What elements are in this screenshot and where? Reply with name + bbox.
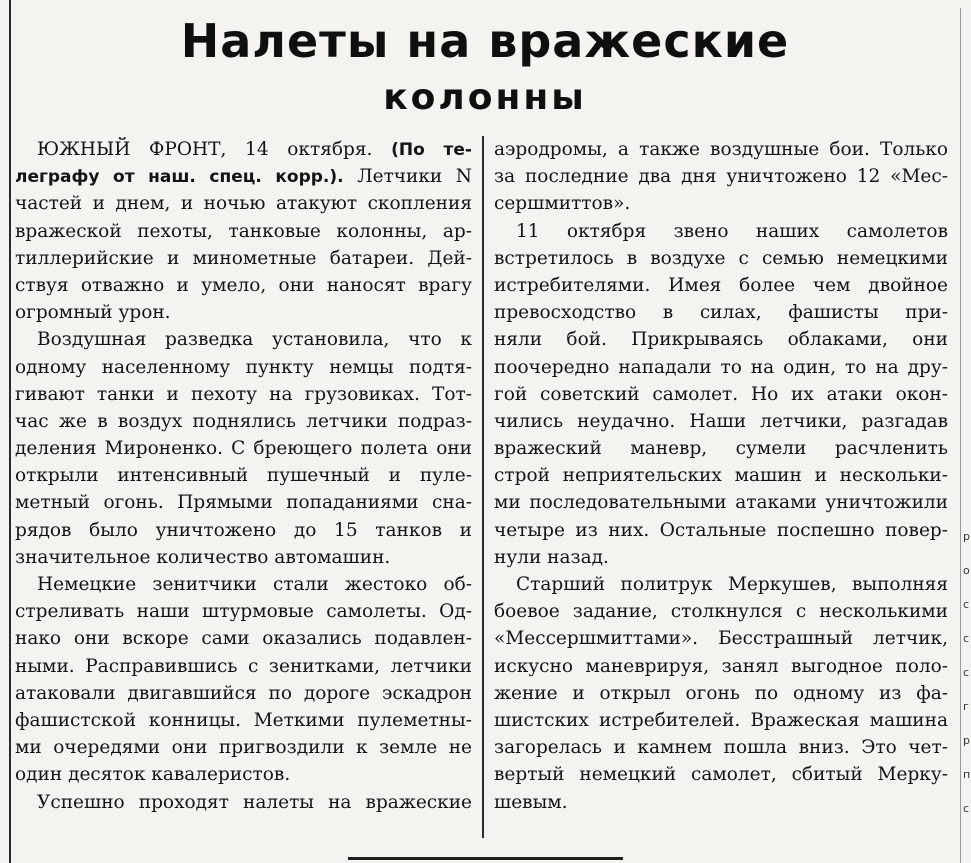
text-line: деления Мироненко. С бреющего полета они (15, 438, 472, 460)
text-line: строй неприятельских машин и нескольки- (494, 465, 948, 487)
text-line: открыли интенсивный пушечный и пуле- (15, 465, 472, 487)
text-line: нако они вскоре сами оказались подавлен- (15, 628, 472, 650)
text-line: ми очередями они пригвоздили к земле не (15, 737, 472, 759)
text-line: сершмиттов». (494, 193, 631, 215)
text-line: гивают танки и пехоту на грузовиках. Тот- (15, 383, 472, 405)
edge-glyph: с (963, 802, 970, 815)
text-line: рядов было уничтожено до 15 танков и (15, 519, 472, 541)
edge-glyph: р (963, 734, 970, 747)
text-line: ными. Расправившись с зенитками, летчики (15, 655, 472, 677)
text-run: ЮЖНЫЙ ФРОНТ, 14 октября. (37, 139, 392, 160)
headline-line-2: колонны (383, 77, 587, 118)
text-line: превосходство в силах, фашисты при- (494, 302, 948, 324)
text-line: час же в воздух поднялись летчики подраз- (15, 410, 472, 432)
text-line: за последние два дня уничтожено 12 «Мес- (494, 166, 948, 188)
text-line: боевое задание, столкнулся с несколькими (494, 601, 948, 623)
text-line: поочередно нападали то на один, то на дру- (494, 356, 948, 378)
text-line: встретилось в воздухе с семью немецкими (494, 247, 948, 269)
edge-glyph: г (963, 700, 969, 713)
text-line: одному населенному пункту немцы подтя- (15, 356, 472, 378)
edge-glyph: п (963, 768, 971, 781)
text-line: Успешно проходят налеты на вражеские (37, 791, 472, 813)
text-line (15, 136, 472, 163)
text-line: ствуя отважно и умело, они наносят врагу (15, 274, 472, 296)
text-line: вражеский маневр, сумели расчленить (494, 438, 948, 460)
text-line: жение и открыл огонь по одному из фа- (494, 682, 948, 704)
text-line: чились неудачно. Наши летчики, разгадав (494, 410, 948, 432)
edge-glyph: р (963, 530, 970, 543)
text-line: няли бой. Прикрываясь облаками, они (494, 329, 948, 351)
text-line: Старший политрук Меркушев, выполняя (516, 574, 948, 595)
text-line: ми последовательными атаками уничтожили (494, 492, 948, 514)
column-divider (482, 136, 484, 838)
text-run: Летчики N (357, 166, 472, 188)
text-line: метный огонь. Прямыми попаданиями сна- (15, 492, 472, 514)
text-line: один десяток кавалеристов. (15, 764, 291, 786)
left-margin-rule (9, 0, 11, 863)
text-line: вертый немецкий самолет, сбитый Мерку- (494, 764, 948, 786)
text-line: Воздушная разведка установила, что к (37, 329, 472, 351)
text-line: огромный урон. (15, 302, 171, 324)
article-column-right (494, 136, 948, 816)
edge-glyph: с (963, 666, 970, 679)
article-headline (12, 10, 958, 124)
text-line: истребителями. Имея более чем двойное (494, 274, 948, 296)
adjacent-column-fragment (963, 520, 971, 826)
text-line: фашистской конницы. Меткими пулеметны- (15, 709, 472, 731)
text-line: искусно маневрируя, занял выгодное поло- (494, 655, 948, 677)
edge-glyph: с (963, 632, 970, 645)
text-line: шистских истребителей. Вражеская машина (494, 709, 948, 731)
bottom-rule (348, 857, 623, 860)
headline-line-1: Налеты на вражеские (180, 14, 790, 68)
text-line: аэродромы, а также воздушные бои. Только (494, 139, 948, 160)
edge-glyph: с (963, 598, 970, 611)
text-line: четыре из них. Остальные поспешно повер- (494, 519, 948, 541)
text-line: «Мессершмиттами». Бесстрашный летчик, (494, 628, 948, 650)
text-line: Немецкие зенитчики стали жестоко об- (37, 574, 472, 595)
text-line (15, 163, 472, 190)
text-line: вражеской пехоты, танковые колонны, ар- (15, 220, 472, 242)
text-line: нули назад. (494, 546, 609, 568)
text-line: 11 октября звено наших самолетов (516, 220, 948, 242)
text-line: загорелась и камнем пошла вниз. Это чет- (494, 737, 948, 759)
correspondent-credit: (По те- (391, 140, 472, 160)
text-line: стреливать наши штурмовые самолеты. Од- (15, 601, 472, 623)
edge-glyph: о (963, 564, 970, 577)
text-line: тиллерийские и минометные батареи. Дей- (15, 247, 472, 269)
text-line: частей и днем, и ночью атакуют скопления (15, 193, 472, 215)
text-line: гой советский самолет. Но их атаки окон- (494, 383, 948, 405)
right-margin-rule (960, 8, 961, 863)
text-line: шевым. (494, 791, 568, 813)
article-column-left (15, 136, 472, 816)
correspondent-credit: леграфу от наш. спец. корр.). (15, 167, 358, 188)
text-line: значительное количество автомашин. (15, 546, 391, 568)
text-line: атаковали двигавшийся по дороге эскадрон (15, 682, 472, 704)
